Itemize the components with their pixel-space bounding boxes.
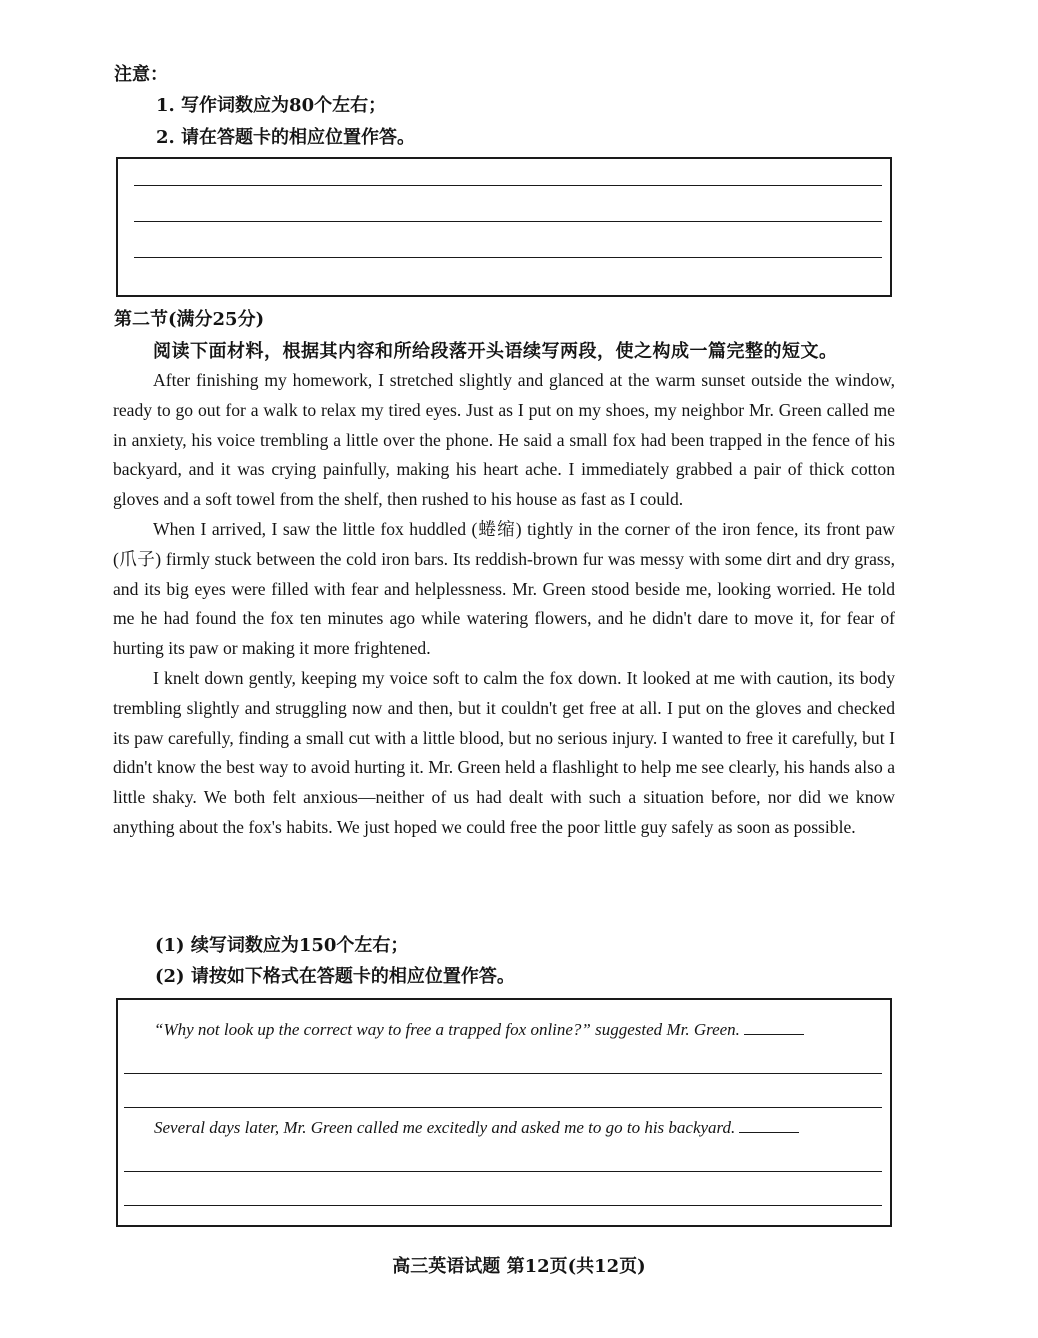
writing-answer-box-1: [116, 157, 892, 297]
answer-line: [124, 1171, 882, 1172]
notes-label: 注意：: [114, 64, 168, 85]
section-title: 第二节(满分25分): [114, 309, 265, 330]
continuation-answer-box: [116, 998, 892, 1227]
section-instruction: 阅读下面材料，根据其内容和所给段落开头语续写两段，使之构成一篇完整的短文。: [153, 341, 838, 362]
opening-text: Several days later, Mr. Green called me excitedly and asked me to go to his backyard.: [154, 1118, 736, 1137]
passage-paragraph: I knelt down gently, keeping my voice soft to calm the fox down. It looked at me with caution, its body trembling slightly and struggling now and then, but it couldn't get free at all. I put on the gloves and checked its paw carefully, finding a small cut with a little blood, but no serious injury. I wanted to free it carefully, but I didn't know the best way to avoid hurting it. Mr. Green held a flashlight to help me see clearly, his hands also a little shaky. We both felt anxious—neither of us had dealt with such a situation before, nor did we know anything about the fox's habits. We just hoped we could free the poor little guy safely as soon as possible.: [113, 667, 895, 837]
note-answer-location: 2. 请在答题卡的相应位置作答。: [156, 127, 416, 148]
blank-line: [739, 1132, 799, 1133]
page-footer: 高三英语试题 第12页(共12页): [392, 1256, 646, 1277]
blank-line: [744, 1034, 804, 1035]
note-word-count: 1. 写作词数应为80个左右；: [156, 95, 387, 116]
requirement-word-count: (1) 续写词数应为150个左右；: [155, 935, 409, 956]
requirement-format: (2) 请按如下格式在答题卡的相应位置作答。: [155, 966, 515, 987]
opening-text: “Why not look up the correct way to free a trapped fox online?” suggested Mr. Green.: [154, 1020, 740, 1039]
reading-passage: [113, 366, 895, 843]
paragraph-opening-2: [154, 1118, 799, 1138]
passage-paragraph: When I arrived, I saw the little fox huddled (蜷缩) tightly in the corner of the iron fence, its front paw (爪子) firmly stuck between the cold iron bars. Its reddish-brown fur was messy with some dirt and dry grass, and its big eyes were filled with fear and helplessness. Mr. Green stood beside me, looking worried. He told me he had found the fox ten minutes ago while watering flowers, and he didn't dare to move it, for fear of hurting its paw or making it more frightened.: [113, 518, 895, 659]
paragraph-opening-1: [154, 1020, 804, 1040]
answer-line: [124, 1205, 882, 1206]
answer-line: [134, 221, 882, 222]
answer-line: [134, 257, 882, 258]
answer-line: [124, 1107, 882, 1108]
passage-paragraph: After finishing my homework, I stretched slightly and glanced at the warm sunset outside the window, ready to go out for a walk to relax my tired eyes. Just as I put on my shoes, my neighbor Mr. Green called me in anxiety, his voice trembling a little over the phone. He said a small fox had been trapped in the fence of his backyard, and it was crying painfully, making his heart ache. I immediately grabbed a pair of thick cotton gloves and a soft towel from the shelf, then rushed to his house as fast as I could.: [113, 370, 895, 510]
answer-line: [134, 185, 882, 186]
answer-line: [124, 1073, 882, 1074]
